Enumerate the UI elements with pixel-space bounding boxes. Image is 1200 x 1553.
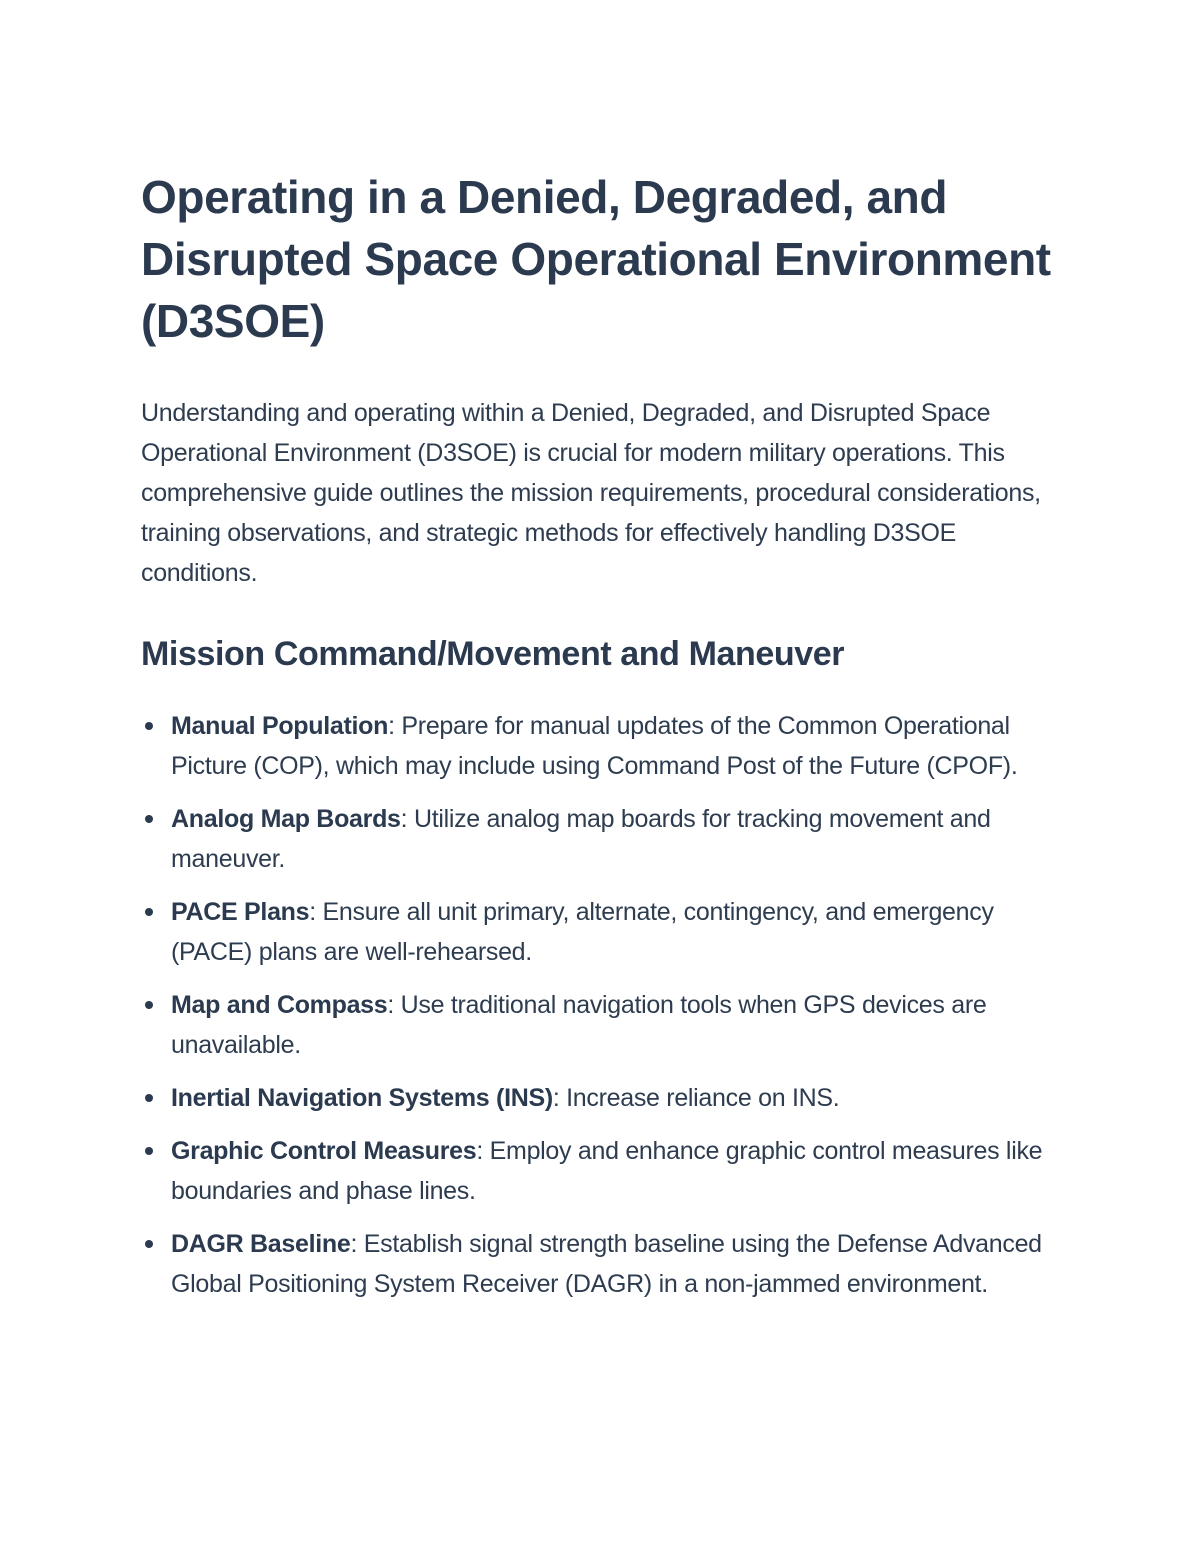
- bullet-list: [141, 706, 1051, 1304]
- list-item: [141, 706, 1051, 786]
- section-heading: Mission Command/Movement and Maneuver: [141, 635, 845, 673]
- list-item-term: PACE Plans: [171, 898, 310, 926]
- bullet-icon: [145, 1001, 153, 1009]
- list-item: [141, 1078, 1051, 1118]
- list-item-term: Manual Population: [171, 712, 389, 740]
- list-item-term: Analog Map Boards: [171, 805, 401, 833]
- list-item-term: Graphic Control Measures: [171, 1137, 477, 1165]
- bullet-icon: [145, 1240, 153, 1248]
- list-item-text: : Employ and enhance graphic control measures like boundaries and phase lines.: [171, 1137, 1043, 1205]
- list-item: [141, 1131, 1051, 1211]
- bullet-icon: [145, 908, 153, 916]
- list-item-text: : Increase reliance on INS.: [552, 1084, 840, 1112]
- list-item: [141, 1224, 1051, 1304]
- list-item: [141, 892, 1051, 972]
- list-item-text: : Establish signal strength baseline using the Defense Advanced Global Positioning System Receiver (DAGR) in a non-jammed environment.: [171, 1230, 1042, 1298]
- bullet-icon: [145, 1094, 153, 1102]
- list-item-term: Inertial Navigation Systems (INS): [171, 1084, 553, 1112]
- page-title: Operating in a Denied, Degraded, and Disrupted Space Operational Environment (D3SOE): [141, 171, 1051, 347]
- bullet-icon: [145, 1147, 153, 1155]
- list-item-text: : Utilize analog map boards for tracking movement and maneuver.: [171, 805, 991, 873]
- list-item-term: DAGR Baseline: [171, 1230, 351, 1258]
- bullet-icon: [145, 722, 153, 730]
- list-item: [141, 985, 1051, 1065]
- list-item-text: : Use traditional navigation tools when GPS devices are unavailable.: [171, 991, 987, 1059]
- document-page: [141, 166, 1051, 1317]
- list-item: [141, 799, 1051, 879]
- list-item-text: : Prepare for manual updates of the Common Operational Picture (COP), which may include using Command Post of the Future (CPOF).: [171, 712, 1018, 780]
- bullet-icon: [145, 815, 153, 823]
- list-item-term: Map and Compass: [171, 991, 388, 1019]
- list-item-text: : Ensure all unit primary, alternate, contingency, and emergency (PACE) plans are well-rehearsed.: [171, 898, 994, 966]
- intro-paragraph: Understanding and operating within a Denied, Degraded, and Disrupted Space Operational Environment (D3SOE) is crucial for modern military operations. This comprehensive guide outlines the mission requirements, procedural considerations, training observations, and strategic methods for effectively handling D3SOE conditions.: [141, 399, 1041, 587]
